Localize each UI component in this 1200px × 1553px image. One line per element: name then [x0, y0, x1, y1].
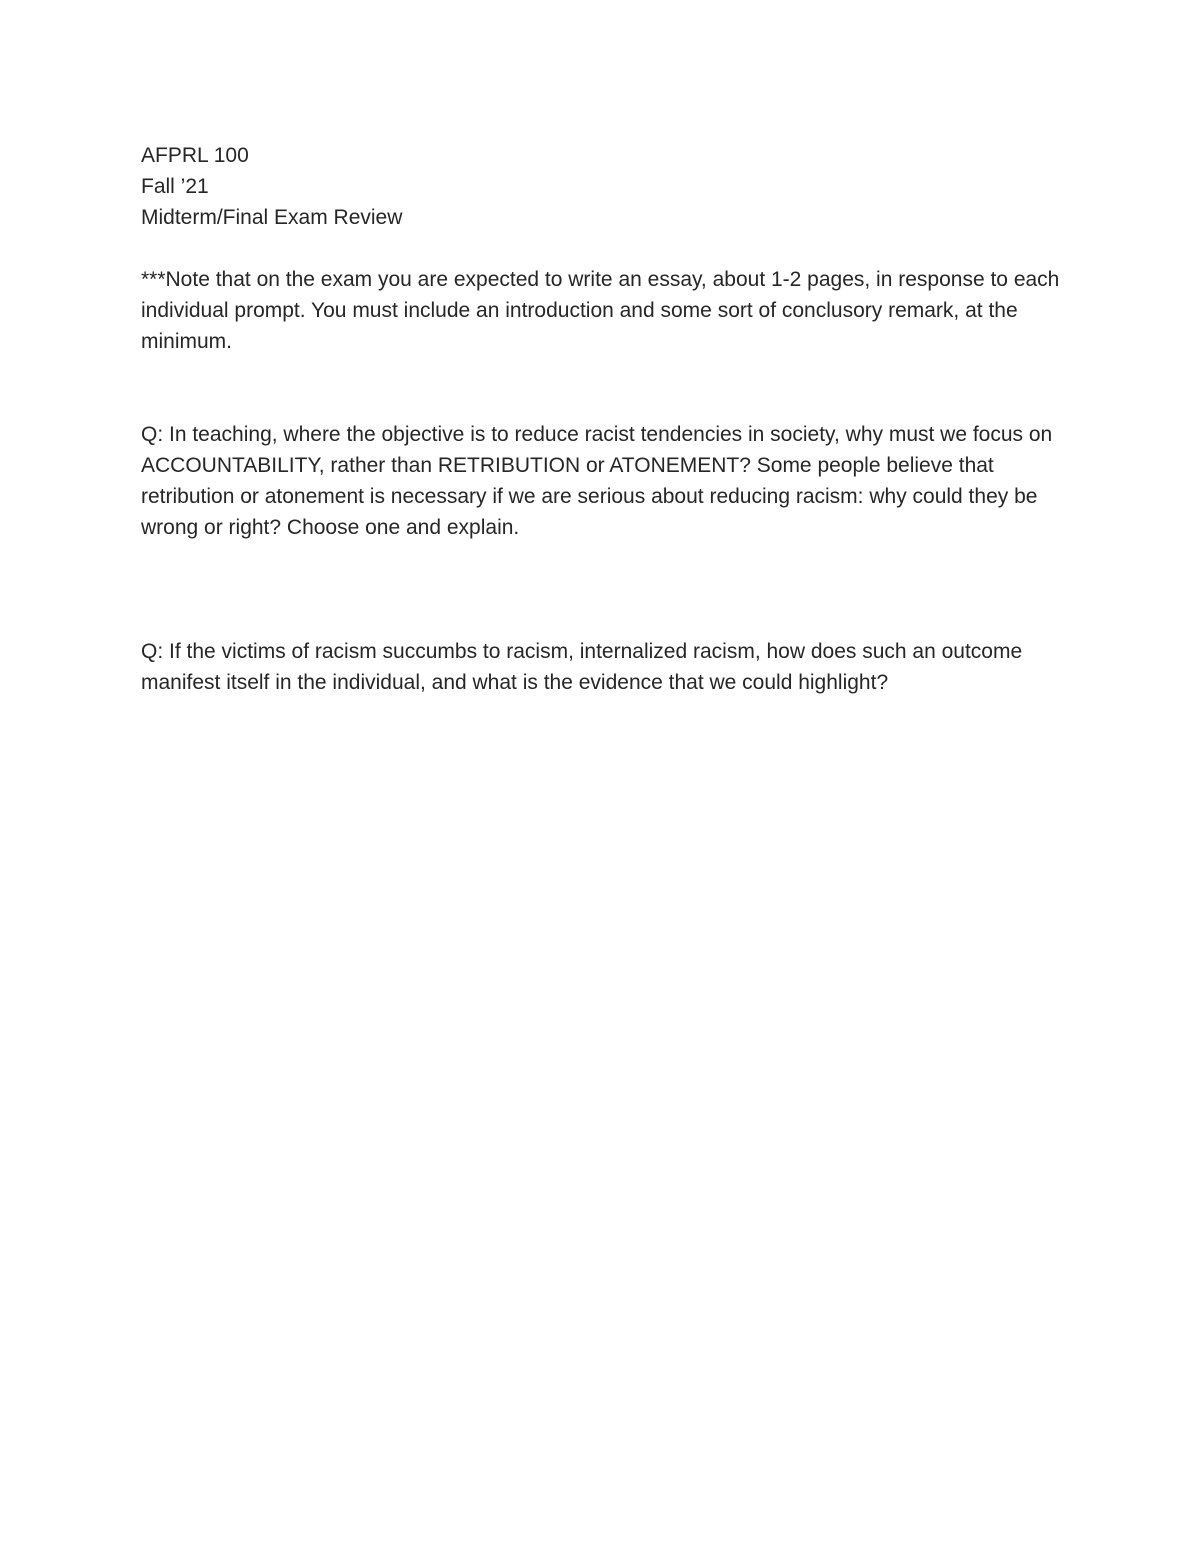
term: Fall ’21 [141, 175, 209, 198]
question-1: Q: In teaching, where the objective is to reduce racist tendencies in society, why must we focus on ACCOUNTABILITY, rather than RETRIBUTION or ATONEMENT? Some people believe that retribution or atonement is necessary if we are serious about reducing racism: why could they be wrong or right? Choose one and explain. [141, 423, 1053, 539]
document-title: Midterm/Final Exam Review [141, 206, 403, 229]
question-2: Q: If the victims of racism succumbs to racism, internalized racism, how does such an outcome manifest itself in the individual, and what is the evidence that we could highlight? [141, 640, 1023, 694]
document-header [141, 140, 1061, 233]
document-body [141, 140, 1061, 698]
course-code: AFPRL 100 [141, 144, 249, 167]
exam-note: ***Note that on the exam you are expected to write an essay, about 1-2 pages, in response to each individual prompt. You must include an introduction and some sort of conclusory remark, at the minimum. [141, 268, 1060, 353]
